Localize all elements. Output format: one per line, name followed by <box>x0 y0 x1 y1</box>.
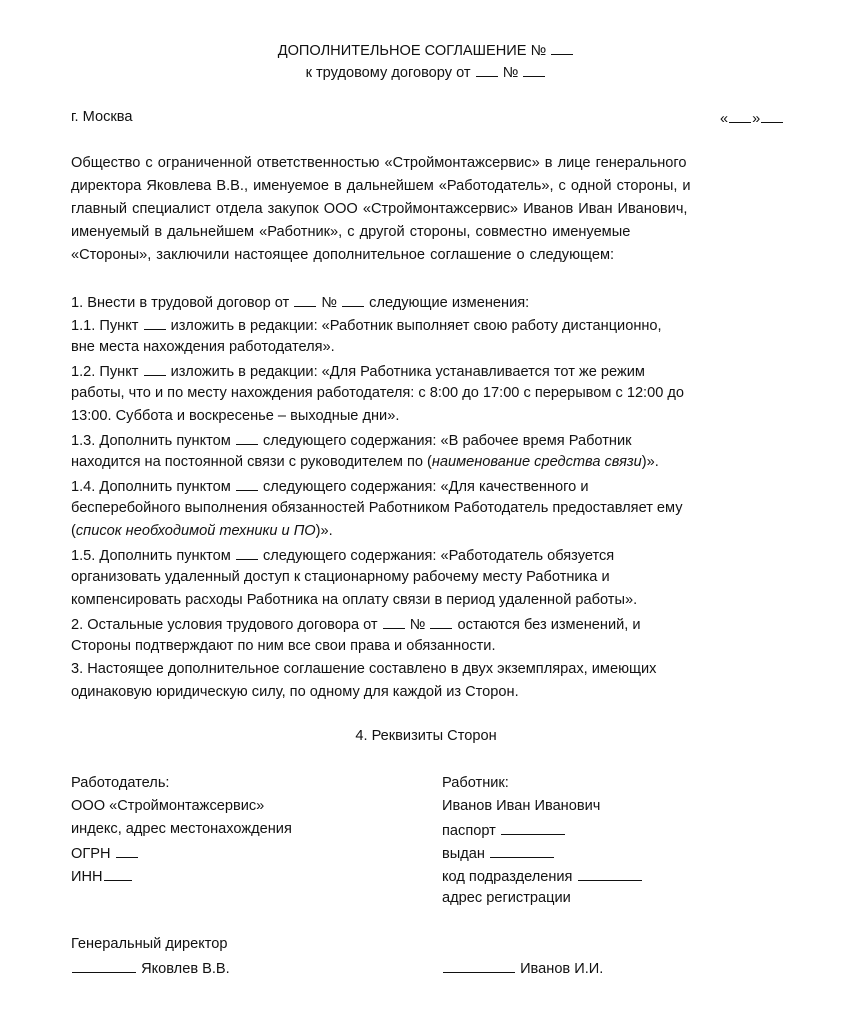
ogrn-label: ОГРН <box>71 846 111 862</box>
clause-text: следующего содержания: «Работодатель обязуется <box>262 548 615 564</box>
clause-1-3-cont <box>71 453 659 471</box>
issued-blank <box>490 843 554 858</box>
clause-text: 1.5. Дополнить пунктом <box>71 548 231 564</box>
clause-text: остаются без изменений, и <box>457 617 641 633</box>
employee-division-code <box>442 866 643 886</box>
open-quote: « <box>720 111 729 127</box>
clause-text: 1.1. Пункт <box>71 318 139 334</box>
blank-field <box>294 292 316 307</box>
employer-position: Генеральный директор <box>71 936 228 952</box>
employee-name: Иванов Иван Иванович <box>442 798 601 814</box>
inn-label: ИНН <box>71 869 103 885</box>
clause-1-5-cont: компенсировать расходы Работника на оплату связи в период удаленной работы». <box>71 592 638 608</box>
division-code-label: код подразделения <box>442 869 573 885</box>
blank-field <box>430 614 452 629</box>
clause-text: следующие изменения: <box>369 295 530 311</box>
city: г. Москва <box>71 109 133 125</box>
contract-date-blank <box>476 62 498 77</box>
blank-field <box>236 545 258 560</box>
preamble-line: Общество с ограниченной ответственностью «Строймонтажсервис» в лице генерального <box>71 155 687 171</box>
placeholder-italic: список необходимой техники и ПО <box>75 523 316 539</box>
clause-1 <box>71 292 529 312</box>
clause-1-2-cont: работы, что и по месту нахождения работодателя: с 8:00 до 17:00 с перерывом с 12:00 до <box>71 385 685 401</box>
ogrn-blank <box>116 843 138 858</box>
blank-field <box>236 476 258 491</box>
clause-text: )». <box>315 523 333 539</box>
clause-2 <box>71 614 641 634</box>
clause-1-4-cont <box>71 522 333 540</box>
date-line <box>720 108 784 128</box>
placeholder-italic: наименование средства связи <box>431 454 642 470</box>
employee-signature <box>442 958 603 978</box>
blank-field <box>144 361 166 376</box>
clause-text: изложить в редакции: «Для Работника устанавливается тот же режим <box>170 364 645 380</box>
issued-label: выдан <box>442 846 485 862</box>
blank-field <box>383 614 405 629</box>
clause-3: 3. Настоящее дополнительное соглашение составлено в двух экземплярах, имеющих <box>71 661 657 677</box>
preamble-line: главный специалист отдела закупок ООО «Строймонтажсервис» Иванов Иван Иванович, <box>71 201 688 217</box>
employer-label: Работодатель: <box>71 775 170 791</box>
division-code-blank <box>578 866 642 881</box>
employer-signature <box>71 958 230 978</box>
employer-name: ООО «Строймонтажсервис» <box>71 798 265 814</box>
title-text: ДОПОЛНИТЕЛЬНОЕ СОГЛАШЕНИЕ № <box>277 43 547 59</box>
clause-1-1-cont: вне места нахождения работодателя». <box>71 339 335 355</box>
clause-text: ( <box>71 523 76 539</box>
clause-1-1 <box>71 315 662 335</box>
document-subtitle <box>0 62 852 81</box>
employer-address: индекс, адрес местонахождения <box>71 821 292 837</box>
clause-text: 1.2. Пункт <box>71 364 139 380</box>
employer-ogrn <box>71 843 139 863</box>
employee-reg-address: адрес регистрации <box>442 890 571 906</box>
clause-1-4 <box>71 476 588 496</box>
clause-1-2 <box>71 361 645 381</box>
clause-text: следующего содержания: «Для качественного и <box>262 479 589 495</box>
blank-field <box>236 430 258 445</box>
clause-text: № <box>409 617 426 633</box>
preamble-line: «Стороны», заключили настоящее дополнительное соглашение о следующем: <box>71 247 615 263</box>
clause-2-cont: Стороны подтверждают по ним все свои права и обязанности. <box>71 638 496 654</box>
clause-text: )». <box>641 454 659 470</box>
clause-1-5-cont: организовать удаленный доступ к стационарному рабочему месту Работника и <box>71 569 610 585</box>
contract-number-blank <box>523 62 545 77</box>
passport-label: паспорт <box>442 823 496 839</box>
number-sign: № <box>502 65 519 81</box>
requisites-heading: 4. Реквизиты Сторон <box>355 728 497 744</box>
subtitle-prefix: к трудовому договору от <box>305 65 471 81</box>
employee-issued <box>442 843 555 863</box>
employer-signature-blank <box>72 958 136 973</box>
clause-text: изложить в редакции: «Работник выполняет свою работу дистанционно, <box>170 318 662 334</box>
employee-signature-blank <box>443 958 515 973</box>
employer-signer-name: Яковлев В.В. <box>141 961 230 977</box>
blank-field <box>342 292 364 307</box>
clause-text: 1.4. Дополнить пунктом <box>71 479 231 495</box>
inn-blank <box>104 866 132 881</box>
close-quote: » <box>752 111 761 127</box>
passport-blank <box>501 820 565 835</box>
clause-1-2-cont: 13:00. Суббота и воскресенье – выходные дни». <box>71 408 400 424</box>
clause-text: находится на постоянной связи с руководителем по ( <box>71 454 432 470</box>
clause-3-cont: одинаковую юридическую силу, по одному для каждой из Сторон. <box>71 684 519 700</box>
clause-text: 1.3. Дополнить пунктом <box>71 433 231 449</box>
clause-1-4-cont: бесперебойного выполнения обязанностей Работником Работодатель предоставляет ему <box>71 500 683 516</box>
employer-inn <box>71 866 133 886</box>
preamble-line: директора Яковлева В.В., именуемое в дальнейшем «Работодатель», с одной стороны, и <box>71 178 691 194</box>
clause-1-3 <box>71 430 632 450</box>
clause-text: 2. Остальные условия трудового договора от <box>71 617 378 633</box>
employee-label: Работник: <box>442 775 509 791</box>
clause-text: № <box>321 295 338 311</box>
employee-signer-name: Иванов И.И. <box>520 961 604 977</box>
clause-text: 1. Внести в трудовой договор от <box>71 295 290 311</box>
blank-field <box>144 315 166 330</box>
agreement-number-blank <box>551 40 573 55</box>
document-title <box>0 40 852 59</box>
month-blank <box>761 108 783 123</box>
employee-passport <box>442 820 566 840</box>
preamble-line: именуемый в дальнейшем «Работник», с другой стороны, совместно именуемые <box>71 224 631 240</box>
clause-text: следующего содержания: «В рабочее время Работник <box>262 433 632 449</box>
day-blank <box>729 108 751 123</box>
clause-1-5 <box>71 545 614 565</box>
